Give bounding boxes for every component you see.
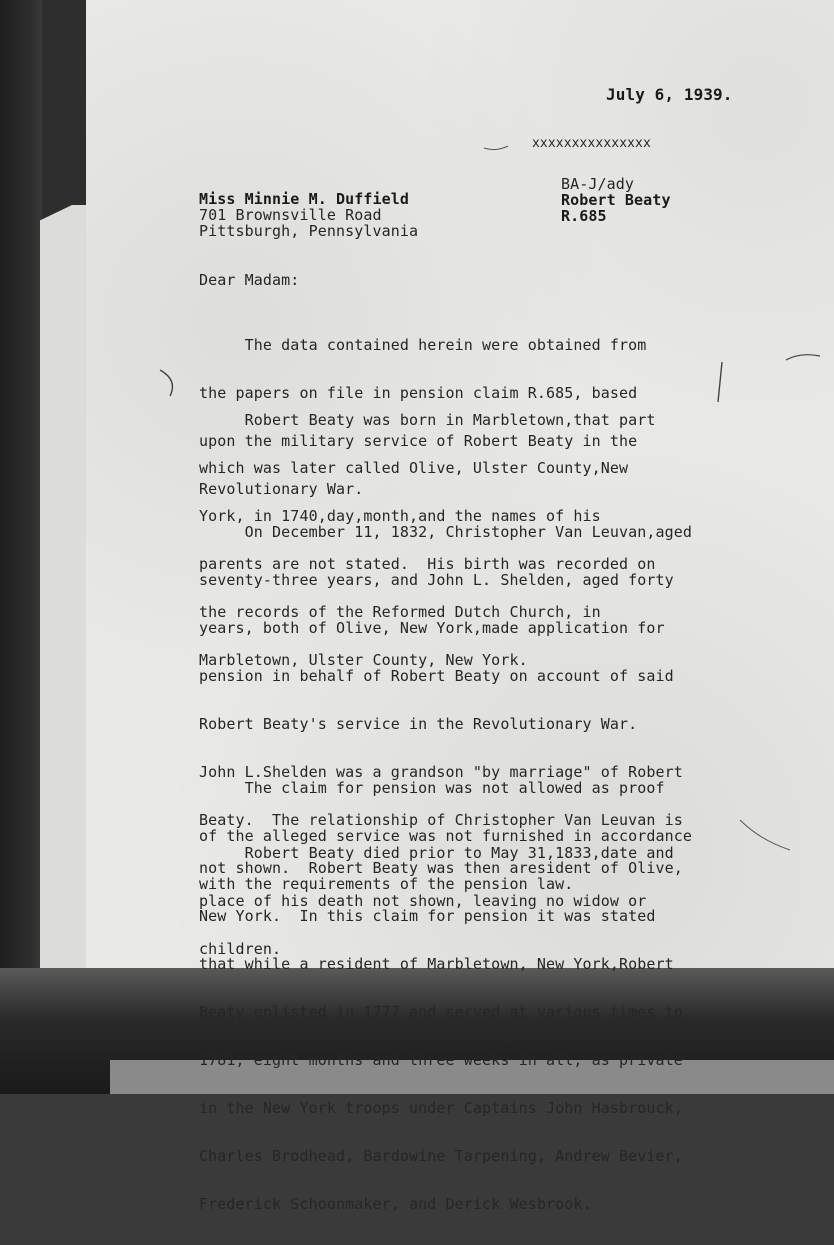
paragraph-5 (199, 813, 674, 989)
paragraph-line: New York. In this claim for pension it was stated (199, 907, 656, 925)
recipient-street: 701 Brownsville Road (199, 206, 382, 224)
recipient-name: Miss Minnie M. Duffield (199, 190, 410, 208)
paragraph-line: children. (199, 940, 282, 958)
paragraph-line: Robert Beaty was born in Marbletown,that part (199, 411, 656, 429)
paragraph-line: of the alleged service was not furnished in accordance (199, 827, 693, 845)
paragraph-line: years, both of Olive, New York,made application for (199, 619, 665, 637)
scanner-edge (0, 0, 42, 1094)
recipient-city: Pittsburgh, Pennsylvania (199, 222, 419, 240)
paragraph-line: Robert Beaty's service in the Revolutionary War. (199, 715, 638, 733)
salutation: Dear Madam: (199, 271, 300, 289)
paragraph-line: Beaty. The relationship of Christopher Van Leuvan is (199, 811, 683, 829)
paragraph-line: John L.Shelden was a grandson "by marriage" of Robert (199, 763, 683, 781)
paragraph-line: not shown. Robert Beaty was then aresident of Olive, (199, 859, 683, 877)
paragraph-line: place of his death not shown, leaving no widow or (199, 892, 647, 910)
reference-code: BA-J/ady (561, 175, 635, 193)
paragraph-line: Charles Brodhead, Bardowine Tarpening, Andrew Bevier, (199, 1147, 683, 1165)
paragraph-line: 1781, eight months and three weeks in all, as private (199, 1051, 683, 1069)
paragraph-line: with the requirements of the pension law. (199, 875, 574, 893)
paragraph-line: pension in behalf of Robert Beaty on account of said (199, 667, 674, 685)
paragraph-line: York, in 1740,day,month,and the names of his (199, 507, 601, 525)
paragraph-line: Beaty enlisted in 1777 and served at various times to (199, 1003, 683, 1021)
paragraph-line: that while a resident of Marbletown, New York,Robert (199, 955, 674, 973)
paragraph-line: upon the military service of Robert Beaty in the (199, 432, 638, 450)
paragraph-line: parents are not stated. His birth was recorded on (199, 555, 656, 573)
crossed-out-line: xxxxxxxxxxxxxxx (532, 136, 651, 151)
paragraph-line: the records of the Reformed Dutch Church, in (199, 603, 601, 621)
paragraph-line: Marbletown, Ulster County, New York. (199, 651, 528, 669)
paragraph-line: seventy-three years, and John L. Shelden, aged forty (199, 571, 674, 589)
paragraph-line: The claim for pension was not allowed as proof (199, 779, 665, 797)
reference-name: Robert Beaty (561, 191, 671, 209)
paragraph-line: The data contained herein were obtained from (199, 336, 647, 354)
paragraph-line: Revolutionary War. (199, 480, 364, 498)
paragraph-line: the papers on file in pension claim R.685, based (199, 384, 638, 402)
reference-claim: R.685 (561, 207, 607, 225)
paragraph-line: Robert Beaty died prior to May 31,1833,date and (199, 844, 674, 862)
paragraph-line: in the New York troops under Captains John Hasbrouck, (199, 1099, 683, 1117)
letter-date: July 6, 1939. (606, 85, 733, 104)
paragraph-line: Frederick Schoonmaker, and Derick Wesbrook. (199, 1195, 592, 1213)
paragraph-line: On December 11, 1832, Christopher Van Leuvan,aged (199, 523, 693, 541)
paragraph-line: which was later called Olive, Ulster County,New (199, 459, 629, 477)
